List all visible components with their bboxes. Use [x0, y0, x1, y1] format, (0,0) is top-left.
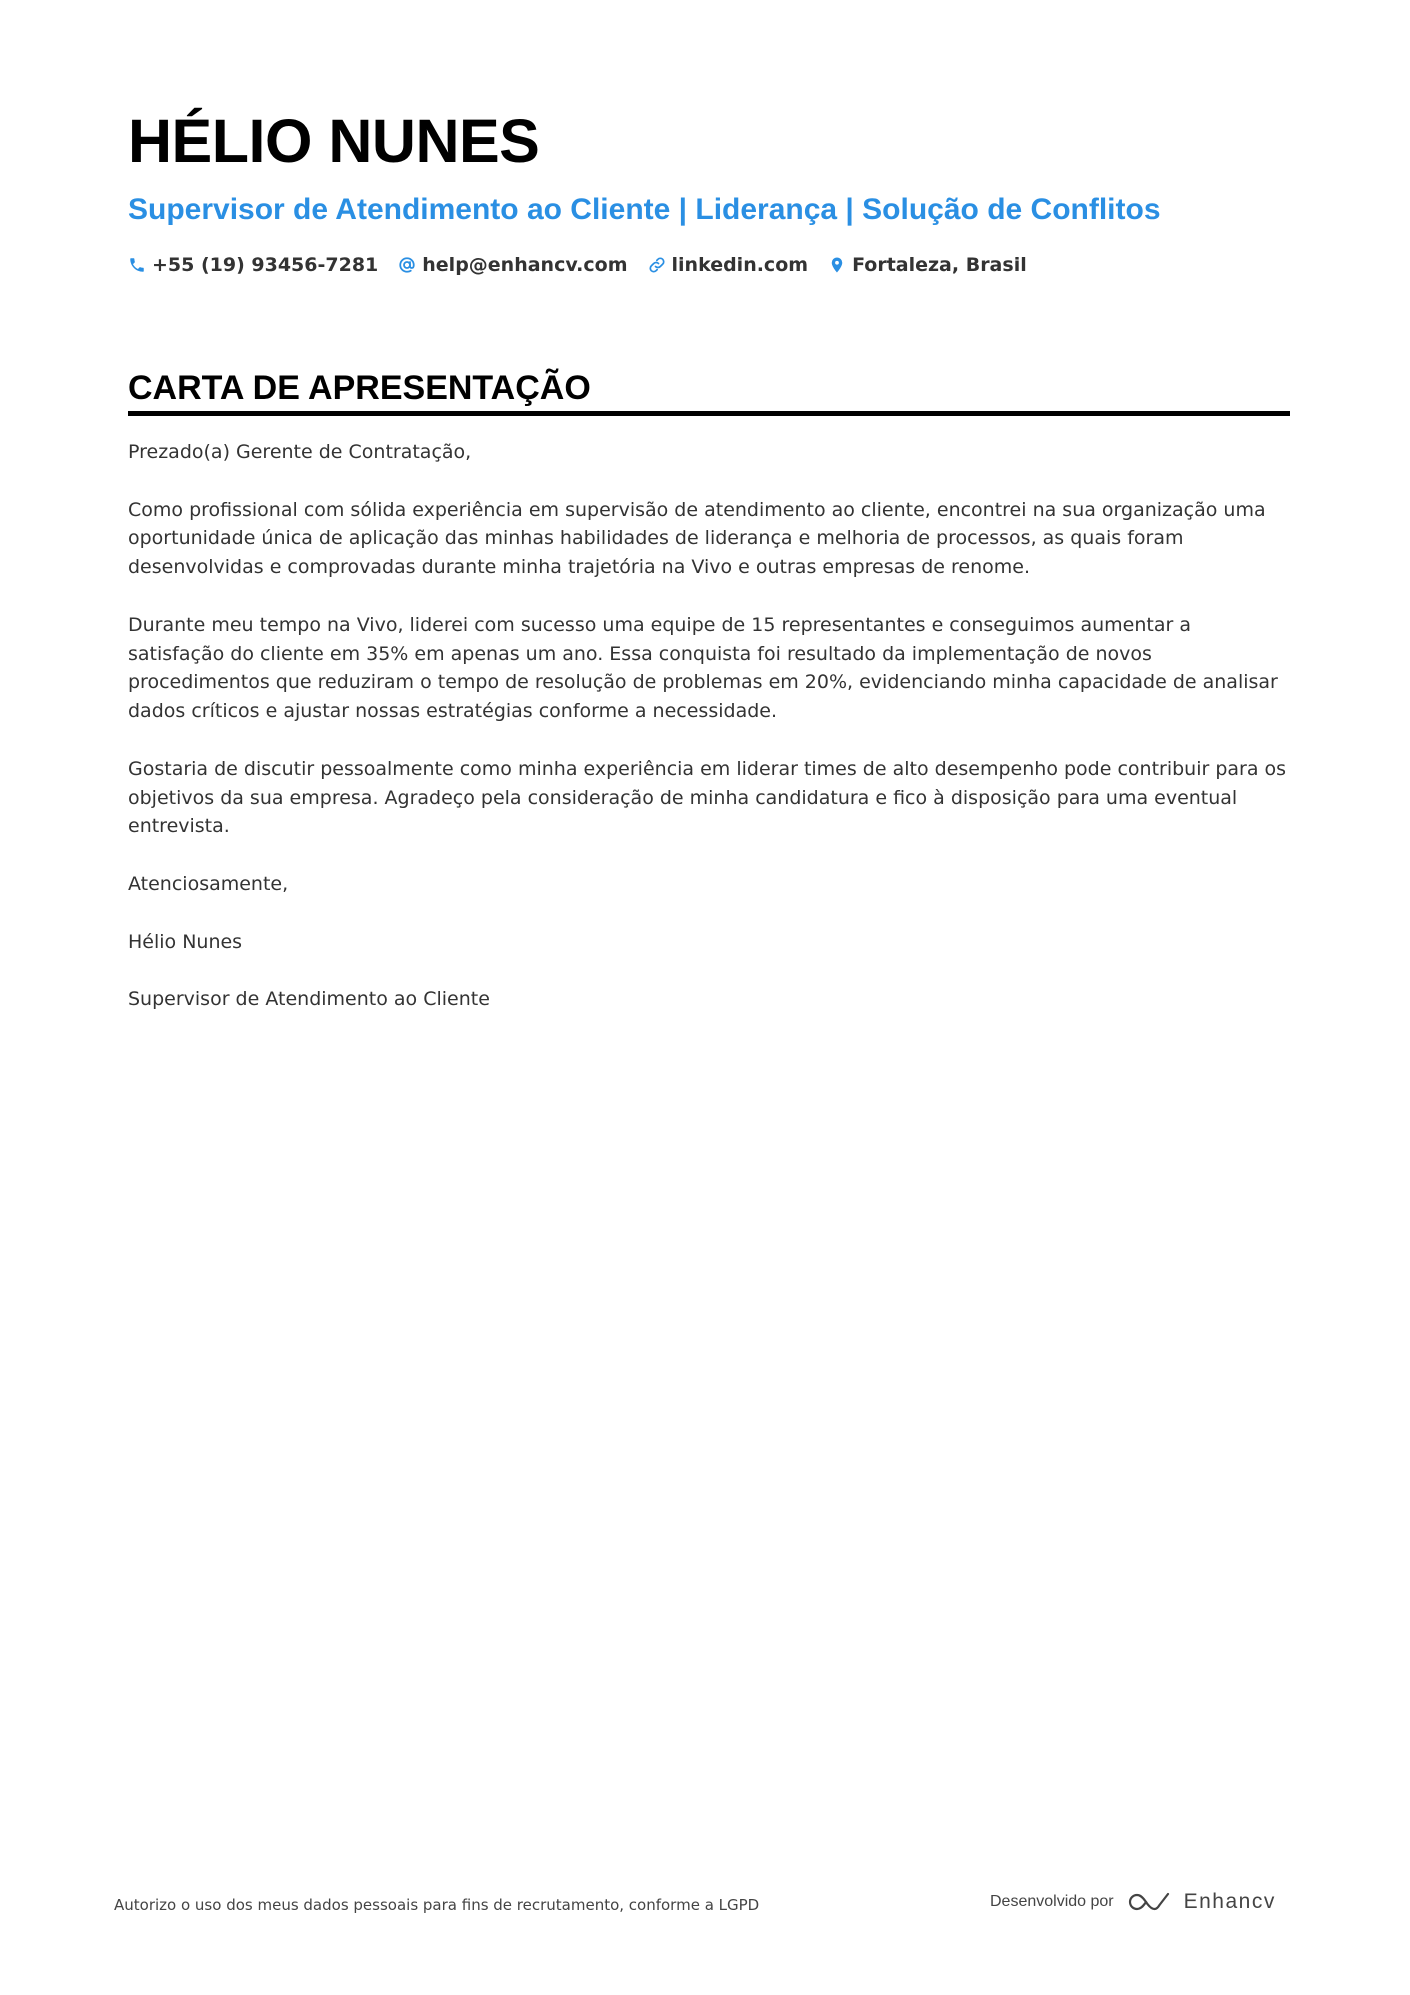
letter-paragraph: Gostaria de discutir pessoalmente como minha experiência em liderar times de alto desempenho pode contribuir para os objetivos da sua empresa. Agradeço pela consideração de minha candidatura e fico à disposição para uma eventual entrevista.: [128, 757, 1287, 838]
letter-paragraph: Durante meu tempo na Vivo, liderei com sucesso uma equipe de 15 representantes e conseguimos aumentar a satisfação do cliente em 35% em apenas um ano. Essa conquista foi resultado da implementação de novos procedimentos que reduziram o tempo de resolução de problemas em 20%, evidenciando minha capacidade de analisar dados críticos e ajustar nossas estratégias conforme a necessidade.: [128, 613, 1278, 723]
powered-by[interactable]: [990, 1890, 1276, 1914]
contact-linkedin[interactable]: [648, 254, 809, 276]
letter-salutation: Prezado(a) Gerente de Contratação,: [128, 441, 472, 463]
location-text: Fortaleza, Brasil: [852, 254, 1027, 276]
letter-paragraph: Como profissional com sólida experiência em supervisão de atendimento ao cliente, encontrei na sua organização uma oportunidade única de aplicação das minhas habilidades de liderança e melhoria de processos, as quais foram desenvolvidas e comprovadas durante minha trajetória na Vivo e outras empresas de renome.: [128, 498, 1266, 579]
contact-location: [828, 254, 1027, 276]
consent-notice: Autorizo o uso dos meus dados pessoais para fins de recrutamento, conforme a LGPD: [114, 1896, 760, 1914]
contact-phone[interactable]: [128, 254, 378, 276]
candidate-headline: Supervisor de Atendimento ao Cliente | Liderança | Solução de Conflitos: [128, 193, 1161, 226]
phone-text: +55 (19) 93456-7281: [152, 254, 379, 276]
brand-name: Enhancv: [1183, 1890, 1276, 1913]
contact-bar: [128, 254, 1047, 276]
powered-by-label: Desenvolvido por: [990, 1893, 1114, 1910]
location-pin-icon: [828, 256, 846, 274]
linkedin-text: linkedin.com: [671, 254, 809, 276]
link-icon: [648, 256, 666, 274]
candidate-name: HÉLIO NUNES: [128, 107, 540, 175]
letter-closing: Atenciosamente,: [128, 872, 289, 895]
contact-email[interactable]: [398, 254, 627, 276]
letter-body: [128, 438, 1290, 1043]
signature-name: Hélio Nunes: [128, 930, 243, 953]
section-title: CARTA DE APRESENTAÇÃO: [128, 368, 1290, 416]
phone-icon: [128, 256, 146, 274]
email-text: help@enhancv.com: [422, 254, 628, 276]
enhancv-logo-icon: [1126, 1890, 1172, 1914]
at-icon: [398, 256, 416, 274]
signature-title: Supervisor de Atendimento ao Cliente: [128, 988, 490, 1011]
